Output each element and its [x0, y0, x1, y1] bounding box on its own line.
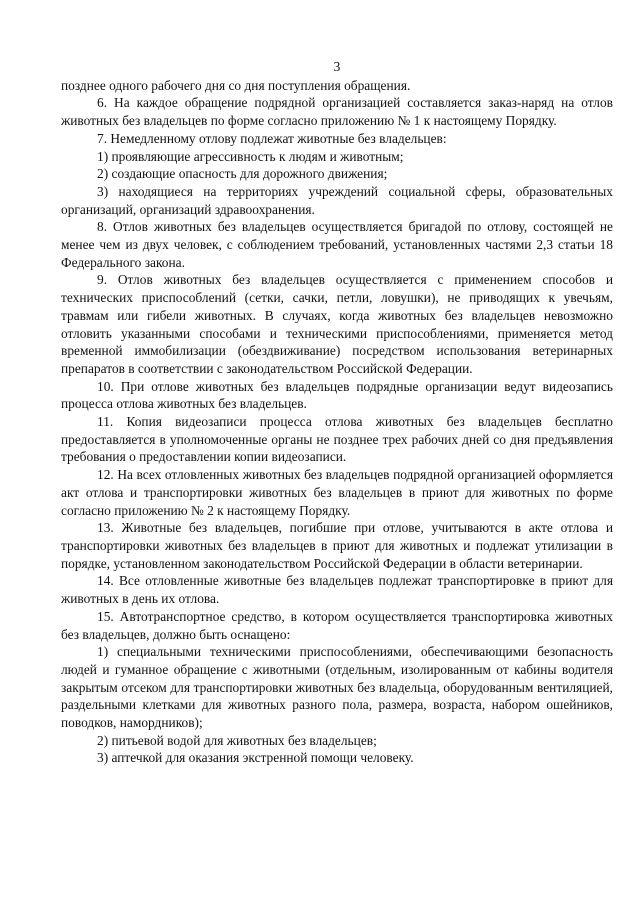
paragraph-15-item-3: 3) аптечкой для оказания экстренной помощи человеку.: [97, 750, 414, 766]
paragraph-10: 10. При отлове животных без владельцев подрядные организации ведут видеозапись процесса отлова животных без владельцев.: [61, 378, 613, 412]
paragraph-7-item-1: 1) проявляющие агрессивность к людям и животным;: [97, 148, 404, 164]
page-number: 3: [333, 59, 341, 74]
paragraph-12: 12. На всех отловленных животных без владельцев подрядной организацией оформляется акт отлова и транспортировки животных без владельцев в приют для животных по форме согласно приложению № 2 к настоящему Порядку.: [61, 467, 613, 518]
paragraph-15-item-1: 1) специальными техническими приспособлениями, обеспечивающими безопасность людей и гуманное обращение с животными (отдельным, изолированным от кабины водителя закрытым отсеком для транспортировки животных без владельца, оборудованным вентиляцией, раздельными клетками для животных разного пола, размера, возраста, набором ошейников, поводков, намордников);: [61, 644, 613, 731]
paragraph-continuation: позднее одного рабочего дня со дня поступления обращения.: [61, 77, 411, 93]
paragraph-15-item-2: 2) питьевой водой для животных без владельцев;: [97, 732, 377, 748]
paragraph-7: 7. Немедленному отлову подлежат животные без владельцев:: [97, 130, 447, 146]
paragraph-14: 14. Все отловленные животные без владельцев подлежат транспортировке в приют для животных в день их отлова.: [61, 573, 613, 607]
paragraph-9: 9. Отлов животных без владельцев осуществляется с применением способов и технических приспособлений (сетки, сачки, петли, ловушки), не приводящих к увечьям, травмам или гибели животных. В случаях, когда животных без владельцев невозможно отловить указанными способами и техническими приспособлениями, применяется метод временной иммобилизации (обездвиживание) посредством использования ветеринарных препаратов в соответствии с законодательством Российской Федерации.: [61, 272, 613, 376]
paragraph-15: 15. Автотранспортное средство, в котором осуществляется транспортировка животных без владельцев, должно быть оснащено:: [61, 608, 613, 642]
paragraph-8: 8. Отлов животных без владельцев осуществляется бригадой по отлову, состоящей не менее чем из двух человек, с соблюдением требований, установленных частями 2,3 статьи 18 Федерального закона.: [61, 219, 613, 270]
paragraph-11: 11. Копия видеозаписи процесса отлова животных без владельцев бесплатно предоставляется в уполномоченные органы не позднее трех рабочих дней со дня предъявления требования о предоставлении копии видеозаписи.: [61, 414, 613, 465]
paragraph-7-item-3: 3) находящиеся на территориях учреждений социальной сферы, образовательных организаций, организаций здравоохранения.: [61, 183, 613, 217]
paragraph-7-item-2: 2) создающие опасность для дорожного движения;: [97, 166, 388, 182]
paragraph-13: 13. Животные без владельцев, погибшие при отлове, учитываются в акте отлова и транспортировки животных без владельцев в приют для животных и подлежат утилизации в порядке, установленном законодательством Российской Федерации в области ветеринарии.: [61, 520, 613, 571]
document-page: [61, 58, 613, 767]
paragraph-6: 6. На каждое обращение подрядной организацией составляется заказ-наряд на отлов животных без владельцев по форме согласно приложению № 1 к настоящему Порядку.: [61, 95, 613, 129]
